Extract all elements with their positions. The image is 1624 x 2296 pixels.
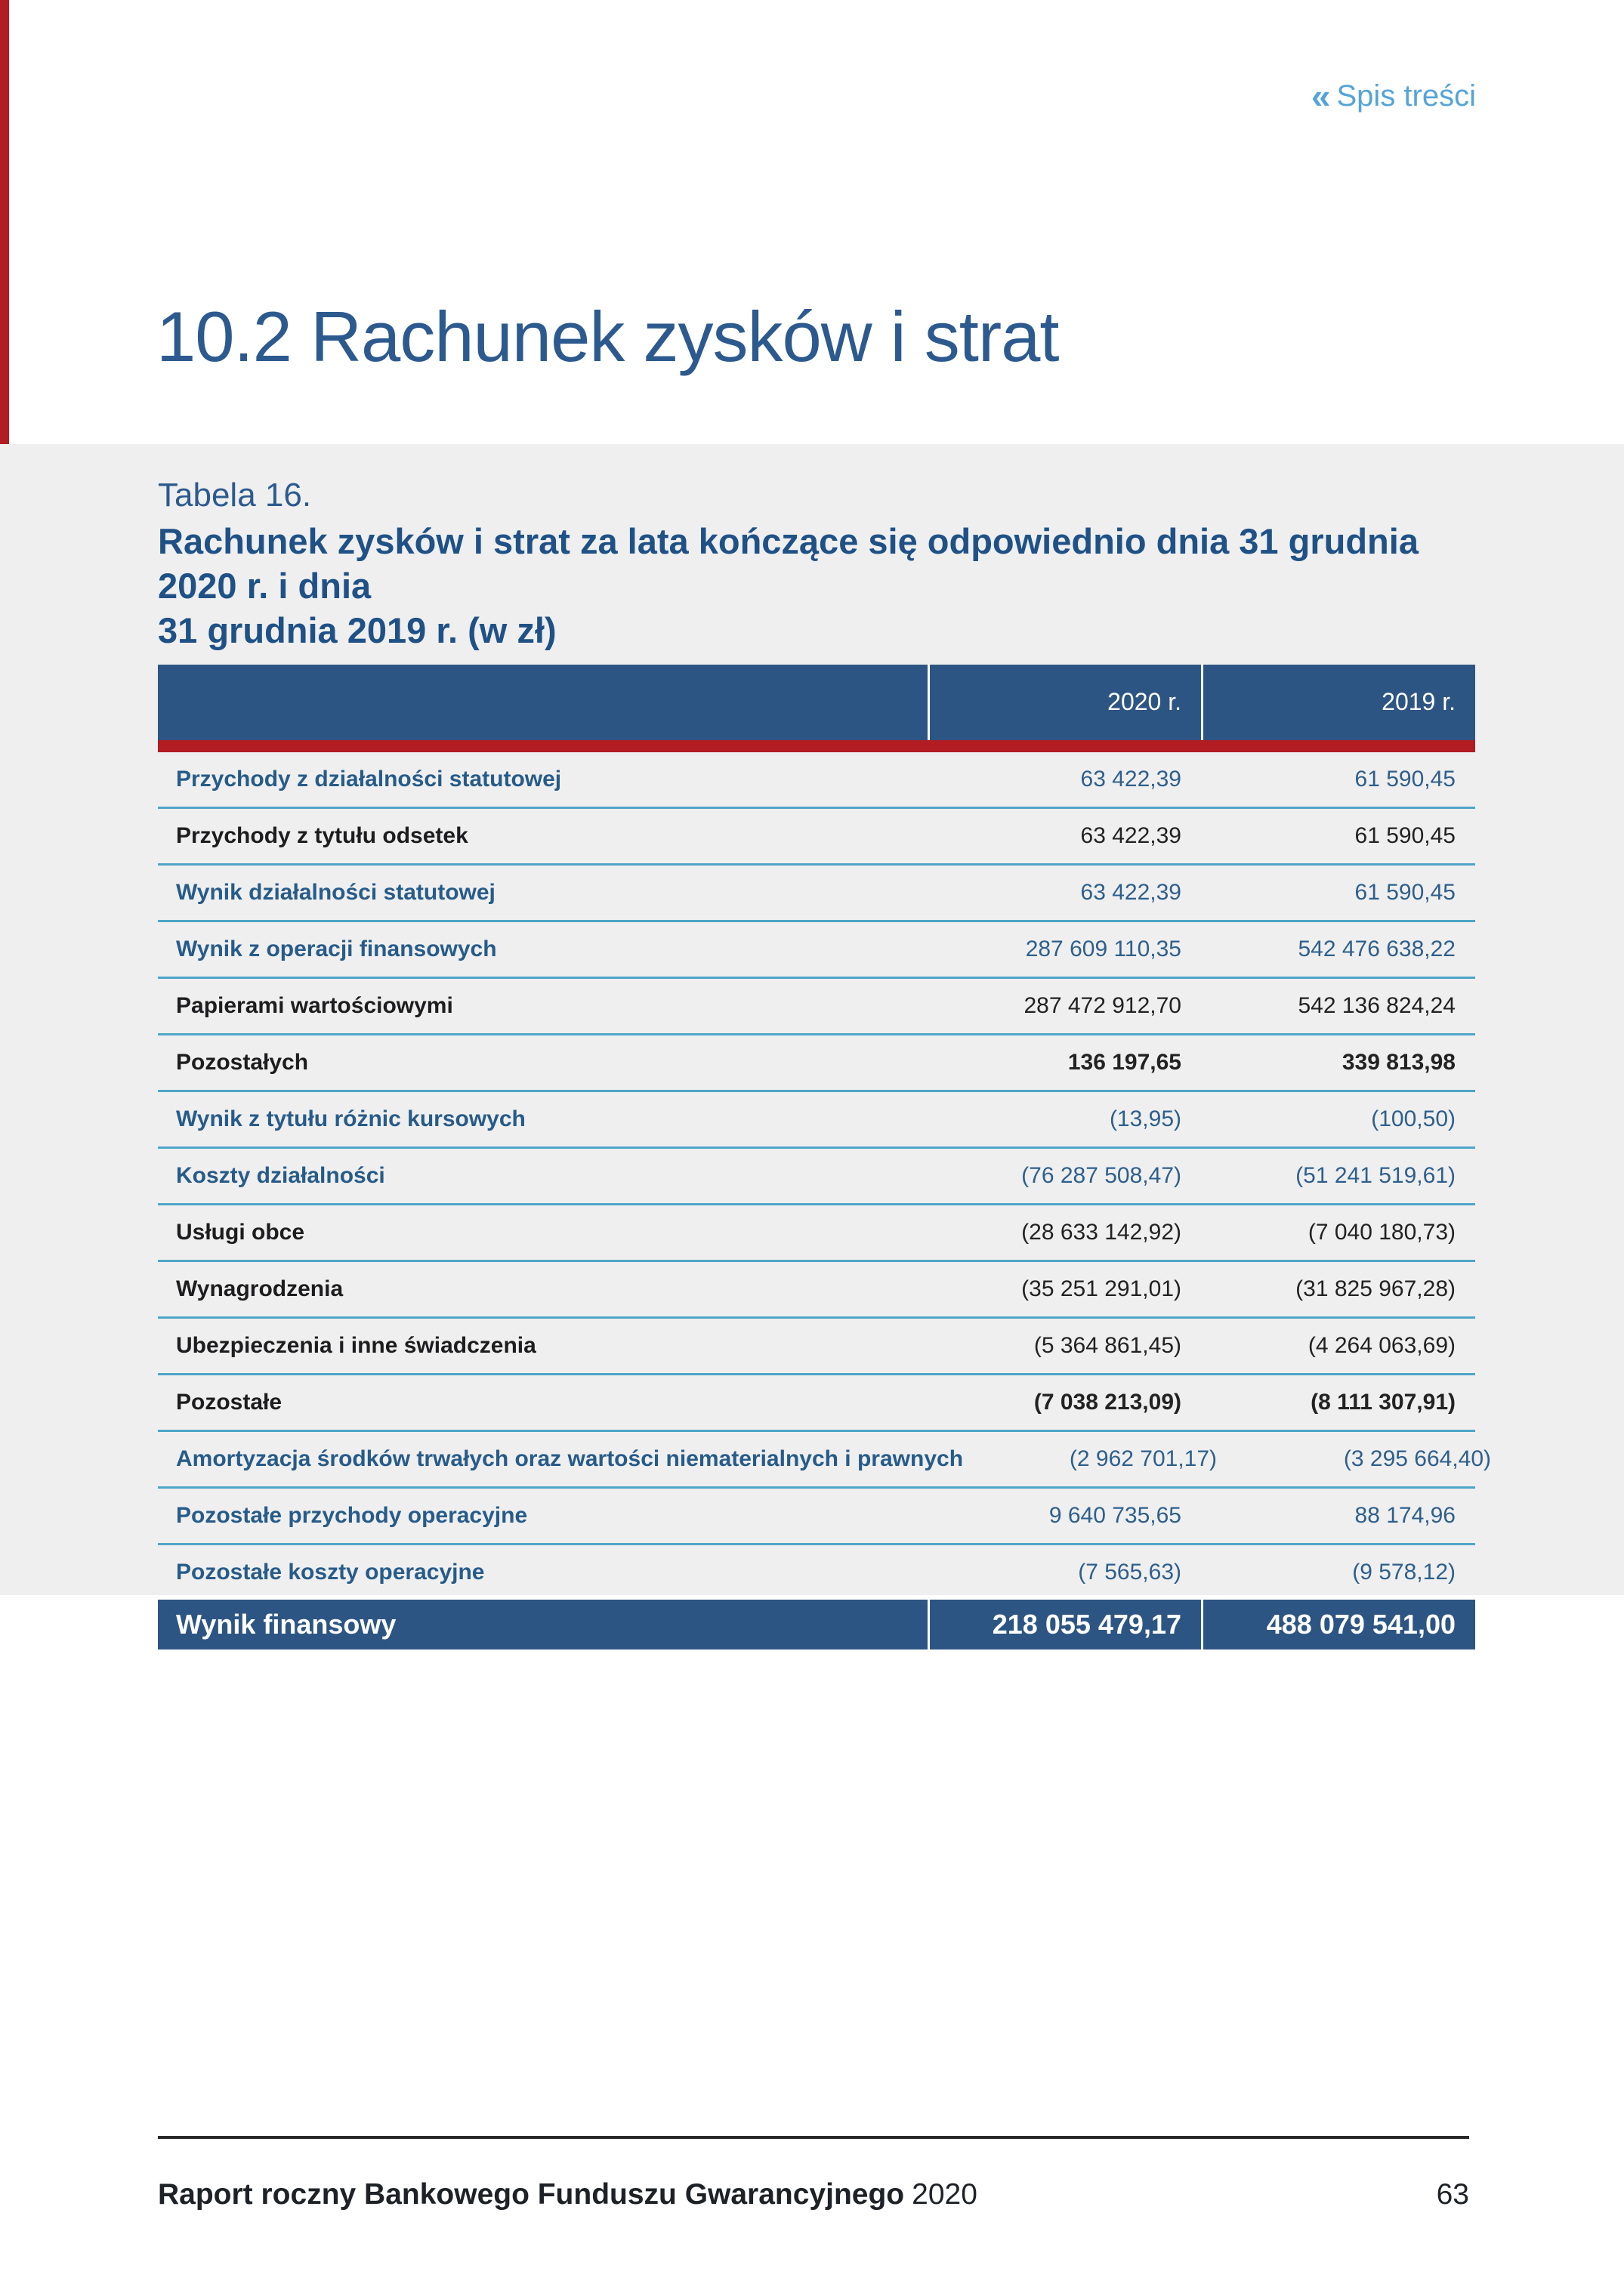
row-value-2020: 287 472 912,70 [1023, 992, 1181, 1018]
table-header-red-divider [158, 740, 1475, 752]
table-row [158, 922, 1475, 979]
row-value-2019: (8 111 307,91) [1311, 1389, 1456, 1415]
page-footer [158, 2178, 1469, 2211]
row-value-2020: 287 609 110,35 [1025, 936, 1181, 961]
total-row-value-2019: 488 079 541,00 [1201, 1600, 1475, 1649]
table-number-label: Tabela 16. [158, 477, 312, 514]
table-header-2020: 2020 r. [928, 665, 1201, 740]
row-value-2020: (2 962 701,17) [1069, 1446, 1218, 1471]
table-title-line2: 31 grudnia 2019 r. (w zł) [158, 609, 557, 650]
table-row [158, 1489, 1475, 1545]
total-row-value-2020: 218 055 479,17 [928, 1600, 1201, 1649]
table-title [158, 519, 1475, 653]
section-heading: 10.2 Rachunek zysków i strat [156, 297, 1059, 376]
table-row [158, 1375, 1475, 1432]
row-label: Koszty działalności [176, 1162, 385, 1188]
row-value-2019: (100,50) [1371, 1106, 1456, 1131]
table-row [158, 866, 1475, 922]
row-label: Ubezpieczenia i inne świadczenia [176, 1332, 536, 1358]
row-value-2019: (7 040 180,73) [1308, 1219, 1456, 1245]
table-total-row [158, 1600, 1475, 1649]
row-value-2020: (76 287 508,47) [1021, 1162, 1181, 1188]
row-value-2019: (4 264 063,69) [1308, 1332, 1456, 1358]
row-label: Pozostałe [176, 1389, 283, 1415]
row-label: Wynik z operacji finansowych [176, 936, 497, 961]
row-value-2019: 339 813,98 [1341, 1049, 1456, 1075]
row-value-2019: 61 590,45 [1354, 822, 1456, 848]
table-row [158, 809, 1475, 866]
footer-divider-line [158, 2136, 1469, 2139]
row-label: Pozostałych [176, 1049, 309, 1075]
row-value-2020: 63 422,39 [1080, 879, 1181, 905]
row-value-2019: 542 476 638,22 [1298, 936, 1456, 961]
row-label: Wynagrodzenia [176, 1276, 344, 1301]
row-value-2019: 542 136 824,24 [1298, 992, 1456, 1018]
row-value-2019: (9 578,12) [1352, 1559, 1456, 1585]
row-label: Amortyzacja środków trwałych oraz wartości niematerialnych i prawnych [176, 1446, 964, 1471]
row-value-2020: (28 633 142,92) [1021, 1219, 1181, 1245]
row-value-2020: (7 565,63) [1078, 1559, 1181, 1585]
page-number: 63 [1436, 2178, 1469, 2211]
row-value-2019: (31 825 967,28) [1295, 1276, 1456, 1301]
row-label: Usługi obce [176, 1219, 305, 1245]
row-value-2020: (35 251 291,01) [1021, 1276, 1181, 1301]
table-title-line1: Rachunek zysków i strat za lata kończące się odpowiednio dnia 31 grudnia 2020 r. i dnia [158, 520, 1419, 606]
table-row [158, 752, 1475, 809]
table-row [158, 1149, 1475, 1205]
toc-link-label: Spis treści [1336, 79, 1476, 113]
total-row-label: Wynik finansowy [176, 1608, 397, 1640]
table-body [158, 752, 1492, 1600]
row-label: Przychody z tytułu odsetek [176, 822, 468, 848]
footer-report-year: 2020 [912, 2178, 977, 2211]
row-label: Pozostałe koszty operacyjne [176, 1559, 485, 1585]
table-header-empty-cell [158, 665, 928, 740]
double-chevron-left-icon: « [1311, 76, 1331, 116]
profit-loss-table [158, 665, 1492, 1649]
row-label: Pozostałe przychody operacyjne [176, 1502, 528, 1528]
table-row [158, 1319, 1475, 1375]
toc-link[interactable] [1311, 76, 1476, 116]
footer-report-title [158, 2178, 977, 2211]
row-value-2019: 61 590,45 [1354, 766, 1456, 792]
table-section-background [0, 444, 1624, 1640]
table-header-row [158, 665, 1475, 740]
table-row [158, 979, 1475, 1035]
footer-report-name: Raport roczny Bankowego Funduszu Gwarancyjnego [158, 2178, 905, 2211]
table-row [158, 1545, 1475, 1600]
row-value-2019: (51 241 519,61) [1295, 1162, 1456, 1188]
row-label: Wynik z tytułu różnic kursowych [176, 1106, 526, 1131]
row-value-2019: 88 174,96 [1354, 1502, 1456, 1528]
row-label: Wynik działalności statutowej [176, 879, 496, 905]
table-row [158, 1035, 1475, 1092]
row-value-2020: 63 422,39 [1080, 766, 1181, 792]
row-value-2020: (13,95) [1109, 1106, 1181, 1131]
table-row [158, 1432, 1492, 1489]
red-accent-bar [0, 0, 9, 444]
row-value-2020: (7 038 213,09) [1033, 1389, 1181, 1415]
row-value-2019: (3 295 664,40) [1343, 1446, 1492, 1471]
row-label: Przychody z działalności statutowej [176, 766, 562, 792]
table-row [158, 1262, 1475, 1319]
table-row [158, 1092, 1475, 1149]
row-value-2020: (5 364 861,45) [1033, 1332, 1181, 1358]
row-label: Papierami wartościowymi [176, 992, 453, 1018]
table-header-2019: 2019 r. [1201, 665, 1475, 740]
row-value-2019: 61 590,45 [1354, 879, 1456, 905]
row-value-2020: 63 422,39 [1080, 822, 1181, 848]
table-row [158, 1205, 1475, 1262]
row-value-2020: 136 197,65 [1067, 1049, 1181, 1075]
row-value-2020: 9 640 735,65 [1048, 1502, 1181, 1528]
